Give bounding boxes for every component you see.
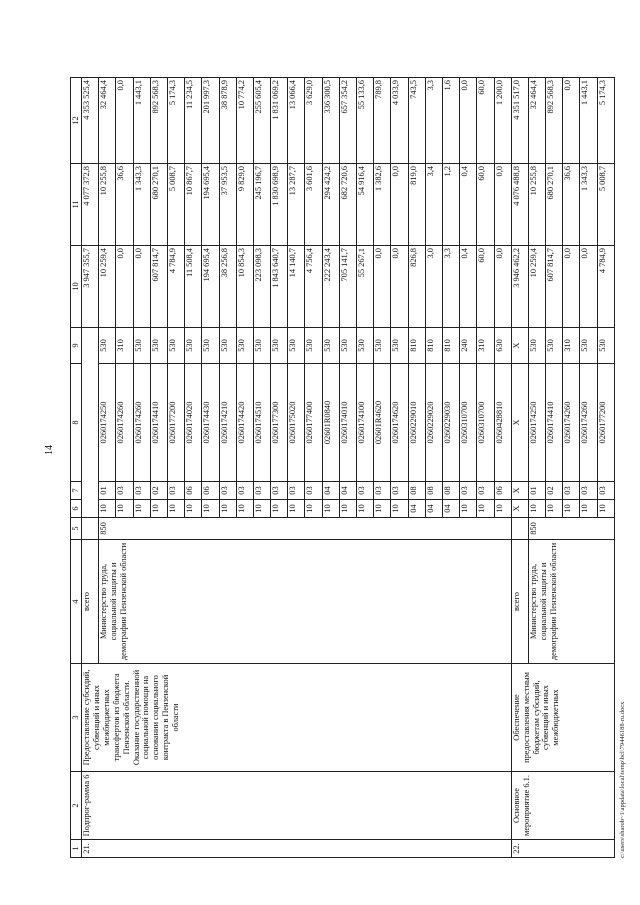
amount-year-3: 4 033,9 bbox=[391, 78, 408, 164]
section-code: 10 bbox=[546, 500, 563, 518]
expense-type-code: 530 bbox=[253, 328, 270, 364]
section-code: Х bbox=[511, 500, 528, 518]
expense-type-code: 810 bbox=[408, 328, 425, 364]
target-article-code: 0260174420 bbox=[236, 364, 253, 482]
amount-year-3: 892 568,3 bbox=[546, 78, 563, 164]
subsection-code: 02 bbox=[546, 482, 563, 500]
codes-empty bbox=[82, 328, 99, 518]
section-code: 10 bbox=[357, 500, 374, 518]
amount-year-1: 4 784,9 bbox=[597, 246, 614, 328]
section-22-number: 22. bbox=[511, 840, 614, 858]
subsection-code: 03 bbox=[133, 482, 150, 500]
amount-year-2: 37 953,5 bbox=[219, 164, 236, 246]
amount-year-3: 11 234,5 bbox=[185, 78, 202, 164]
expense-type-code: 530 bbox=[357, 328, 374, 364]
target-article-code: 0260174010 bbox=[339, 364, 356, 482]
section-code: 10 bbox=[185, 500, 202, 518]
total-label: всего bbox=[511, 540, 528, 664]
target-article-code: Х bbox=[511, 364, 528, 482]
target-article-code: 0260174510 bbox=[253, 364, 270, 482]
grbs-code: 850 bbox=[99, 518, 512, 540]
section-code: 10 bbox=[339, 500, 356, 518]
amount-year-1: 0,0 bbox=[580, 246, 597, 328]
amount-year-1: 0,0 bbox=[374, 246, 391, 328]
target-article-code: 0260175020 bbox=[288, 364, 305, 482]
target-article-code: 0260174260 bbox=[116, 364, 133, 482]
amount-year-3: 4 353 525,4 bbox=[82, 78, 99, 164]
expense-type-code: 530 bbox=[597, 328, 614, 364]
section-21-program-name: Подпрог-рамма 6 bbox=[82, 772, 512, 840]
expense-type-code: 530 bbox=[236, 328, 253, 364]
amount-year-2: 0,0 bbox=[391, 164, 408, 246]
amount-year-3: 1 443,1 bbox=[133, 78, 150, 164]
expense-type-code: 810 bbox=[442, 328, 459, 364]
section-code: 10 bbox=[580, 500, 597, 518]
subsection-code: 03 bbox=[271, 482, 288, 500]
column-number: 5 bbox=[71, 518, 82, 540]
page-number: 14 bbox=[44, 445, 55, 455]
subsection-code: 03 bbox=[288, 482, 305, 500]
section-code: 10 bbox=[563, 500, 580, 518]
amount-year-1: 4 756,4 bbox=[305, 246, 322, 328]
amount-year-1: 0,0 bbox=[391, 246, 408, 328]
section-code: 10 bbox=[236, 500, 253, 518]
section-code: 10 bbox=[253, 500, 270, 518]
amount-year-1: 222 243,4 bbox=[322, 246, 339, 328]
subsection-code: 03 bbox=[357, 482, 374, 500]
section-21-event-name: Предоставление субсидий, субвенций и иных межбюджетных трансфертов из бюджета Пензенской области. Оказание государственной социальной помощи на основании социального контракта в Пензенской области bbox=[82, 664, 512, 772]
target-article-code: 0260174260 bbox=[580, 364, 597, 482]
expense-type-code: 530 bbox=[339, 328, 356, 364]
amount-year-3: 32 464,4 bbox=[99, 78, 116, 164]
amount-year-2: 3,4 bbox=[425, 164, 442, 246]
expense-type-code: 810 bbox=[425, 328, 442, 364]
amount-year-3: 4 351 517,0 bbox=[511, 78, 528, 164]
expense-type-code: 240 bbox=[460, 328, 477, 364]
amount-year-1: 607 814,7 bbox=[150, 246, 167, 328]
amount-year-1: 0,0 bbox=[116, 246, 133, 328]
subsection-code: 03 bbox=[167, 482, 184, 500]
footer-file-path: c:\users\sharob~1\appdata\local\temp\bcl\79446188-ru.docx bbox=[619, 701, 626, 858]
subsection-code: 02 bbox=[150, 482, 167, 500]
section-code: 10 bbox=[305, 500, 322, 518]
budget-table bbox=[70, 77, 615, 858]
column-number-row bbox=[71, 78, 82, 858]
amount-year-1: 1 843 640,7 bbox=[271, 246, 288, 328]
subsection-code: 03 bbox=[219, 482, 236, 500]
section-code: 10 bbox=[477, 500, 494, 518]
column-number: 12 bbox=[71, 78, 82, 164]
amount-year-3: 657 354,2 bbox=[339, 78, 356, 164]
amount-year-1: 194 695,4 bbox=[202, 246, 219, 328]
amount-year-2: 60,0 bbox=[477, 164, 494, 246]
section-code: 10 bbox=[374, 500, 391, 518]
column-number: 8 bbox=[71, 364, 82, 482]
amount-year-3: 55 133,6 bbox=[357, 78, 374, 164]
amount-year-1: 60,0 bbox=[477, 246, 494, 328]
subsection-code: 08 bbox=[442, 482, 459, 500]
table-row-total bbox=[511, 78, 528, 858]
amount-year-2: 0,0 bbox=[494, 164, 511, 246]
target-article-code: 0260229030 bbox=[442, 364, 459, 482]
total-label: всего bbox=[82, 540, 99, 664]
amount-year-2: 819,0 bbox=[408, 164, 425, 246]
column-number: 11 bbox=[71, 164, 82, 246]
amount-year-1: 55 267,1 bbox=[357, 246, 374, 328]
section-code: 10 bbox=[219, 500, 236, 518]
expense-type-code: Х bbox=[511, 328, 528, 364]
section-code: 10 bbox=[150, 500, 167, 518]
target-article-code: 0260174250 bbox=[528, 364, 545, 482]
subsection-code: 03 bbox=[236, 482, 253, 500]
target-article-code: 0260174260 bbox=[133, 364, 150, 482]
amount-year-3: 1 831 069,2 bbox=[271, 78, 288, 164]
amount-year-3: 10 774,2 bbox=[236, 78, 253, 164]
amount-year-3: 201 997,3 bbox=[202, 78, 219, 164]
amount-year-2: 1 830 698,9 bbox=[271, 164, 288, 246]
amount-year-2: 10 255,8 bbox=[528, 164, 545, 246]
amount-year-1: 607 814,7 bbox=[546, 246, 563, 328]
amount-year-3: 255 605,4 bbox=[253, 78, 270, 164]
section-21-number: 21. bbox=[82, 840, 512, 858]
expense-type-code: 530 bbox=[322, 328, 339, 364]
section-code: 10 bbox=[322, 500, 339, 518]
section-22-event-name: Обеспечение предоставления местным бюджетам субсидий, субвенций и иных межбюджетных bbox=[511, 664, 614, 772]
column-number: 1 bbox=[71, 840, 82, 858]
expense-type-code: 310 bbox=[563, 328, 580, 364]
subsection-code: 04 bbox=[339, 482, 356, 500]
target-article-code: 0260310700 bbox=[477, 364, 494, 482]
section-code: 10 bbox=[391, 500, 408, 518]
amount-year-2: 0,4 bbox=[460, 164, 477, 246]
amount-year-1: 38 256,8 bbox=[219, 246, 236, 328]
column-number: 10 bbox=[71, 246, 82, 328]
amount-year-1: 0,0 bbox=[494, 246, 511, 328]
subsection-code: 03 bbox=[460, 482, 477, 500]
target-article-code: 0260177400 bbox=[305, 364, 322, 482]
amount-year-3: 0,0 bbox=[460, 78, 477, 164]
expense-type-code: 530 bbox=[580, 328, 597, 364]
section-code: 10 bbox=[597, 500, 614, 518]
amount-year-2: 194 695,4 bbox=[202, 164, 219, 246]
budget-table-body bbox=[71, 78, 615, 858]
subsection-code: 06 bbox=[202, 482, 219, 500]
expense-type-code: 630 bbox=[494, 328, 511, 364]
subsection-code: 06 bbox=[185, 482, 202, 500]
amount-year-2: 54 916,4 bbox=[357, 164, 374, 246]
amount-year-2: 9 829,0 bbox=[236, 164, 253, 246]
amount-year-2: 5 008,7 bbox=[167, 164, 184, 246]
amount-year-1: 3 947 355,7 bbox=[82, 246, 99, 328]
expense-type-code: 530 bbox=[271, 328, 288, 364]
target-article-code: 0260177200 bbox=[597, 364, 614, 482]
expense-type-code: 530 bbox=[546, 328, 563, 364]
responsible-ministry: Министерство труда, социальной защиты и демографии Пензенской области bbox=[99, 540, 512, 664]
expense-type-code: 530 bbox=[133, 328, 150, 364]
amount-year-1: 0,0 bbox=[133, 246, 150, 328]
amount-year-2: 4 076 488,8 bbox=[511, 164, 528, 246]
section-code: 10 bbox=[494, 500, 511, 518]
amount-year-2: 1 343,3 bbox=[133, 164, 150, 246]
subsection-code: 03 bbox=[580, 482, 597, 500]
amount-year-3: 743,5 bbox=[408, 78, 425, 164]
grbs-empty bbox=[82, 518, 99, 540]
section-code: 10 bbox=[133, 500, 150, 518]
amount-year-2: 36,6 bbox=[563, 164, 580, 246]
amount-year-2: 682 720,6 bbox=[339, 164, 356, 246]
amount-year-2: 10 867,7 bbox=[185, 164, 202, 246]
expense-type-code: 530 bbox=[150, 328, 167, 364]
amount-year-3: 1 443,1 bbox=[580, 78, 597, 164]
amount-year-2: 680 270,1 bbox=[546, 164, 563, 246]
target-article-code: 0260174430 bbox=[202, 364, 219, 482]
expense-type-code: 530 bbox=[185, 328, 202, 364]
expense-type-code: 530 bbox=[219, 328, 236, 364]
amount-year-1: 10 259,4 bbox=[99, 246, 116, 328]
target-article-code: 0260174260 bbox=[563, 364, 580, 482]
target-article-code: 0260174410 bbox=[150, 364, 167, 482]
column-number: 9 bbox=[71, 328, 82, 364]
amount-year-1: 3 946 462,2 bbox=[511, 246, 528, 328]
amount-year-3: 5 174,3 bbox=[167, 78, 184, 164]
subsection-code: 08 bbox=[425, 482, 442, 500]
amount-year-3: 789,8 bbox=[374, 78, 391, 164]
target-article-code: 0260174410 bbox=[546, 364, 563, 482]
amount-year-2: 13 287,7 bbox=[288, 164, 305, 246]
target-article-code: 0260174250 bbox=[99, 364, 116, 482]
target-article-code: 0260174020 bbox=[185, 364, 202, 482]
amount-year-1: 4 784,9 bbox=[167, 246, 184, 328]
amount-year-1: 826,8 bbox=[408, 246, 425, 328]
expense-type-code: 530 bbox=[305, 328, 322, 364]
amount-year-2: 294 424,2 bbox=[322, 164, 339, 246]
subsection-code: 03 bbox=[116, 482, 133, 500]
column-number: 3 bbox=[71, 664, 82, 772]
amount-year-1: 11 508,4 bbox=[185, 246, 202, 328]
target-article-code: 02601R4620 bbox=[374, 364, 391, 482]
expense-type-code: 530 bbox=[374, 328, 391, 364]
target-article-code: 0260428810 bbox=[494, 364, 511, 482]
column-number: 2 bbox=[71, 772, 82, 840]
section-code: 04 bbox=[442, 500, 459, 518]
target-article-code: 0260177200 bbox=[167, 364, 184, 482]
expense-type-code: 530 bbox=[99, 328, 116, 364]
subsection-code: 04 bbox=[322, 482, 339, 500]
subsection-code: 03 bbox=[305, 482, 322, 500]
expense-type-code: 530 bbox=[391, 328, 408, 364]
section-code: 10 bbox=[202, 500, 219, 518]
amount-year-2: 1 382,6 bbox=[374, 164, 391, 246]
subsection-code: 01 bbox=[99, 482, 116, 500]
amount-year-3: 32 464,4 bbox=[528, 78, 545, 164]
amount-year-1: 3,0 bbox=[425, 246, 442, 328]
subsection-code: Х bbox=[511, 482, 528, 500]
target-article-code: 0260174210 bbox=[219, 364, 236, 482]
rotated-page-content bbox=[70, 78, 626, 858]
target-article-code: 0260229010 bbox=[408, 364, 425, 482]
target-article-code: 02601R0840 bbox=[322, 364, 339, 482]
amount-year-3: 38 878,9 bbox=[219, 78, 236, 164]
expense-type-code: 530 bbox=[288, 328, 305, 364]
amount-year-3: 892 568,3 bbox=[150, 78, 167, 164]
subsection-code: 03 bbox=[477, 482, 494, 500]
grbs-code: 850 bbox=[528, 518, 614, 540]
subsection-code: 03 bbox=[391, 482, 408, 500]
section-code: 10 bbox=[116, 500, 133, 518]
amount-year-1: 10 854,3 bbox=[236, 246, 253, 328]
grbs-empty bbox=[511, 518, 528, 540]
subsection-code: 03 bbox=[597, 482, 614, 500]
section-code: 10 bbox=[271, 500, 288, 518]
section-code: 10 bbox=[460, 500, 477, 518]
column-number: 4 bbox=[71, 540, 82, 664]
amount-year-2: 10 255,8 bbox=[99, 164, 116, 246]
expense-type-code: 530 bbox=[167, 328, 184, 364]
amount-year-2: 3 601,6 bbox=[305, 164, 322, 246]
amount-year-3: 1 200,0 bbox=[494, 78, 511, 164]
section-code: 10 bbox=[528, 500, 545, 518]
amount-year-1: 14 140,7 bbox=[288, 246, 305, 328]
section-code: 10 bbox=[288, 500, 305, 518]
target-article-code: 0260174620 bbox=[391, 364, 408, 482]
amount-year-3: 1,6 bbox=[442, 78, 459, 164]
amount-year-1: 223 098,3 bbox=[253, 246, 270, 328]
amount-year-3: 13 066,4 bbox=[288, 78, 305, 164]
amount-year-3: 5 174,3 bbox=[597, 78, 614, 164]
amount-year-2: 5 008,7 bbox=[597, 164, 614, 246]
expense-type-code: 310 bbox=[116, 328, 133, 364]
amount-year-1: 0,0 bbox=[563, 246, 580, 328]
section-code: 10 bbox=[99, 500, 116, 518]
section-code: 10 bbox=[167, 500, 184, 518]
amount-year-3: 0,0 bbox=[563, 78, 580, 164]
amount-year-2: 4 077 372,8 bbox=[82, 164, 99, 246]
expense-type-code: 530 bbox=[202, 328, 219, 364]
amount-year-2: 1 343,3 bbox=[580, 164, 597, 246]
column-number: 7 bbox=[71, 482, 82, 500]
section-code: 04 bbox=[425, 500, 442, 518]
amount-year-1: 0,4 bbox=[460, 246, 477, 328]
target-article-code: 0260177300 bbox=[271, 364, 288, 482]
amount-year-2: 36,6 bbox=[116, 164, 133, 246]
amount-year-3: 336 300,5 bbox=[322, 78, 339, 164]
target-article-code: 0260310700 bbox=[460, 364, 477, 482]
subsection-code: 06 bbox=[494, 482, 511, 500]
amount-year-2: 1,2 bbox=[442, 164, 459, 246]
amount-year-3: 3,3 bbox=[425, 78, 442, 164]
expense-type-code: 530 bbox=[528, 328, 545, 364]
table-row-total bbox=[82, 78, 99, 858]
responsible-ministry: Министерство труда, социальной защиты и демографии Пензенской области bbox=[528, 540, 614, 664]
amount-year-3: 60,0 bbox=[477, 78, 494, 164]
subsection-code: 03 bbox=[253, 482, 270, 500]
amount-year-3: 0,0 bbox=[116, 78, 133, 164]
expense-type-code: 310 bbox=[477, 328, 494, 364]
target-article-code: 0260229020 bbox=[425, 364, 442, 482]
subsection-code: 03 bbox=[374, 482, 391, 500]
section-code: 04 bbox=[408, 500, 425, 518]
column-number: 6 bbox=[71, 500, 82, 518]
subsection-code: 01 bbox=[528, 482, 545, 500]
target-article-code: 0260174100 bbox=[357, 364, 374, 482]
amount-year-1: 705 141,7 bbox=[339, 246, 356, 328]
amount-year-3: 3 629,0 bbox=[305, 78, 322, 164]
amount-year-1: 3,3 bbox=[442, 246, 459, 328]
subsection-code: 08 bbox=[408, 482, 425, 500]
amount-year-2: 245 196,7 bbox=[253, 164, 270, 246]
amount-year-1: 10 259,4 bbox=[528, 246, 545, 328]
amount-year-2: 680 270,1 bbox=[150, 164, 167, 246]
subsection-code: 03 bbox=[563, 482, 580, 500]
section-22-program-name: Основное мероприятие 6.1. bbox=[511, 772, 614, 840]
